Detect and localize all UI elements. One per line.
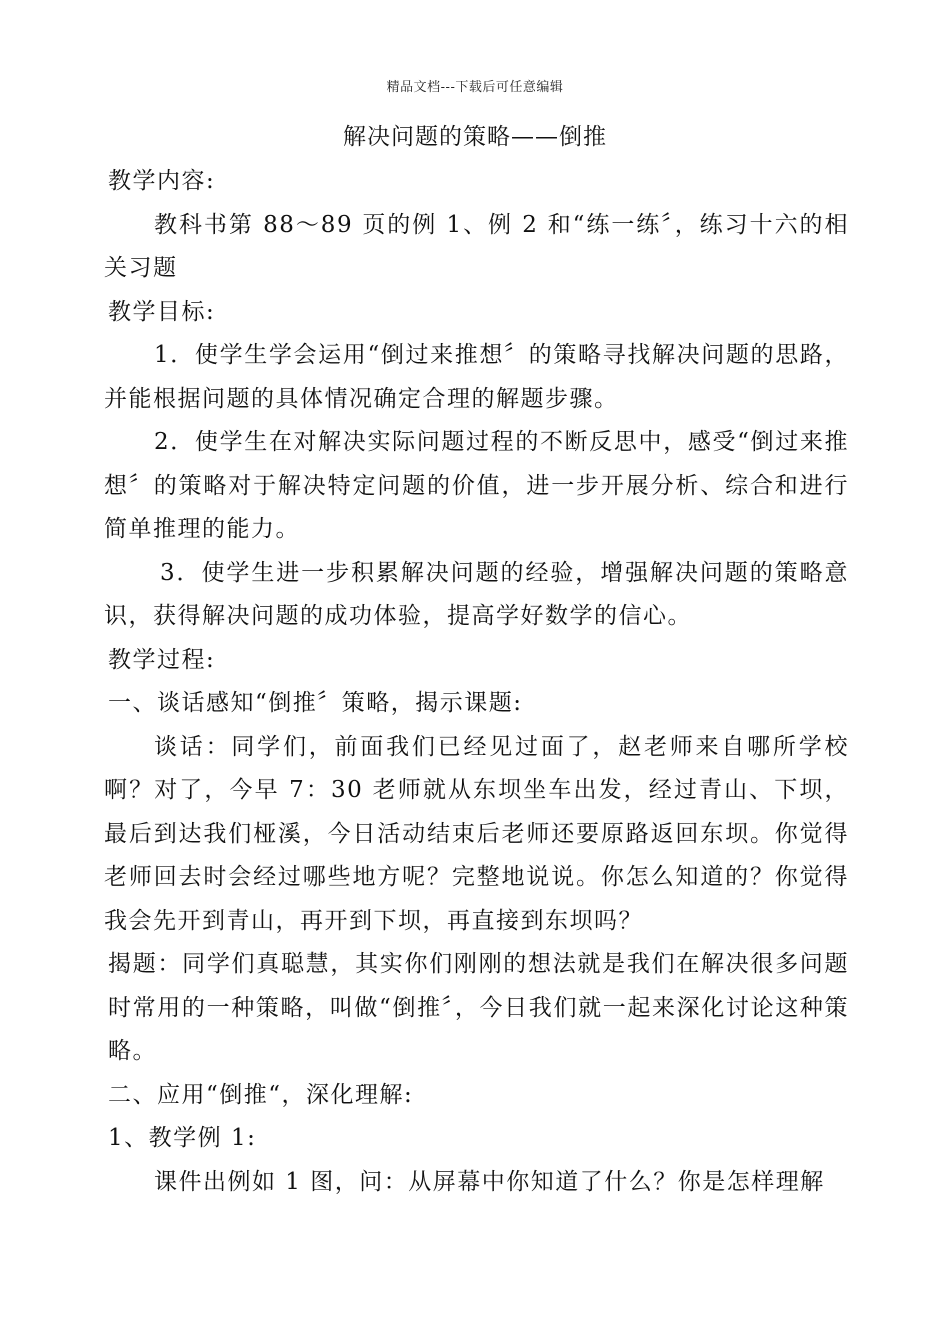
section-heading-2: 二、应用“倒推“，深化理解:	[108, 1081, 414, 1108]
document-title: 解决问题的策略——倒推	[343, 124, 607, 150]
paragraph-reveal: 揭题：同学们真聪慧，其实你们刚刚的想法就是我们在解决很多问题时常用的一种策略，叫做“倒推〞，今日我们就一起来深化讨论这种策略。	[108, 951, 849, 1064]
heading-teaching-content: 教学内容:	[108, 168, 216, 194]
subheading-example-1: 1、教学例 1:	[108, 1125, 257, 1151]
section-heading-1: 一、谈话感知“倒推〞策略，揭示课题:	[108, 690, 523, 716]
paragraph-teaching-content: 教科书第 88～89 页的例 1、例 2 和“练一练〞，练习十六的相关习题	[104, 211, 849, 281]
document-body	[104, 160, 849, 1204]
paragraph-goal-2: 2．使学生在对解决实际问题过程的不断反思中，感受“倒过来推想〞的策略对于解决特定问题的价值，进一步开展分析、综合和进行简单推理的能力。	[104, 429, 849, 542]
header-note: 精品文档---下载后可任意编辑	[386, 80, 564, 95]
heading-teaching-process: 教学过程:	[108, 646, 216, 673]
paragraph-goal-3: 3．使学生进一步积累解决问题的经验，增强解决问题的策略意识，获得解决问题的成功体验，提高学好数学的信心。	[104, 559, 849, 629]
paragraph-courseware: 课件出例如 1 图，问：从屏幕中你知道了什么？你是怎样理解	[154, 1168, 825, 1195]
heading-teaching-goals: 教学目标:	[108, 298, 216, 325]
paragraph-talk: 谈话：同学们，前面我们已经见过面了，赵老师来自哪所学校啊？对了，今早 7：30 老师就从东坝坐车出发，经过青山、下坝，最后到达我们桠溪，今日活动结束后老师还要原路返回东坝。你觉得老师回去时会经过哪些地方呢？完整地说说。你怎么知道的？你觉得我会先开到青山，再开到下坝，再直接到东坝吗？	[104, 733, 849, 934]
paragraph-goal-1: 1．使学生学会运用“倒过来推想〞的策略寻找解决问题的思路，并能根据问题的具体情况确定合理的解题步骤。	[104, 342, 849, 412]
